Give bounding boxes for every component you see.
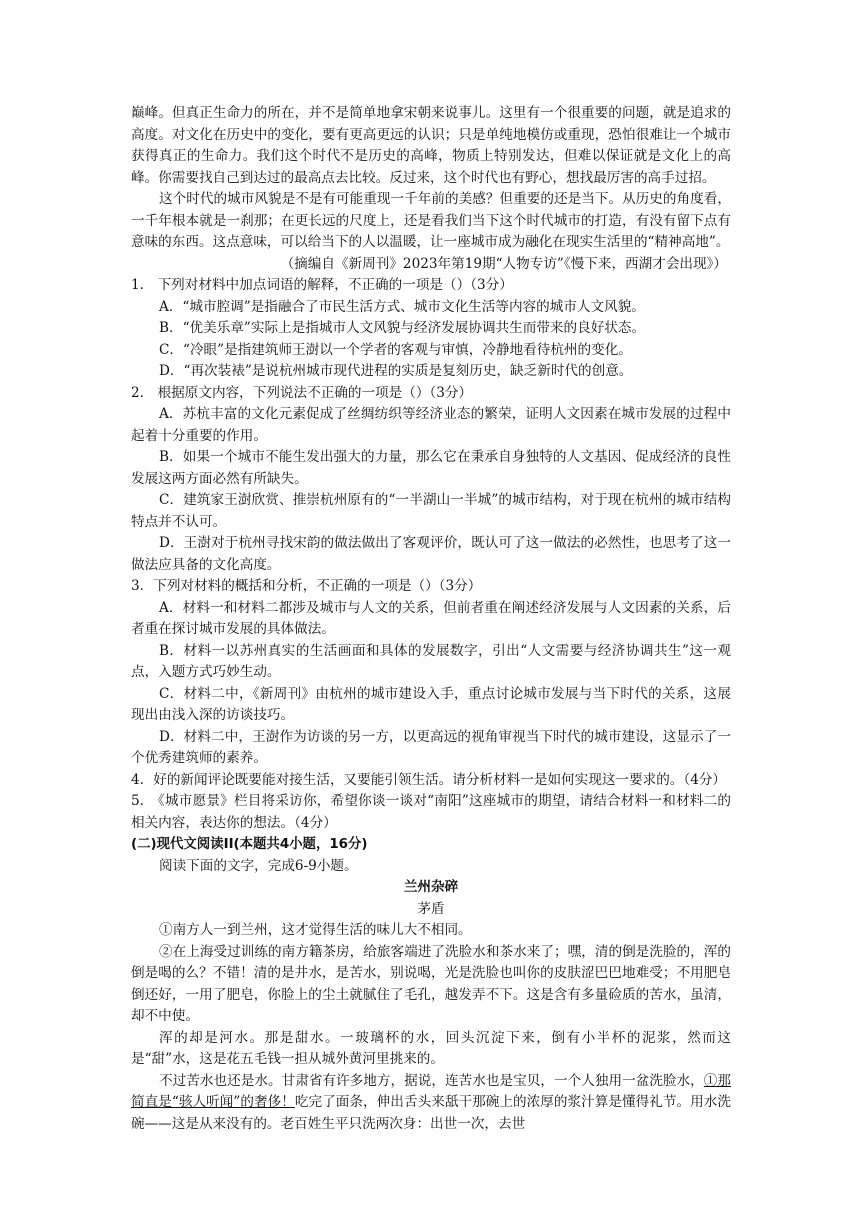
question-1-option-c: C．“冷眼”是指建筑师王澍以一个学者的客观与审慎，冷静地看待杭州的变化。: [159, 341, 632, 358]
article-title: 兰州杂碎: [403, 879, 459, 895]
question-3-option-a: A．材料一和材料二都涉及城市与人文的关系，但前者重在阐述经济发展与人文因素的关系，后者重在探讨城市发展的具体做法。: [131, 599, 731, 637]
question-stem-2: 2. 根据原文内容，下列说法不正确的一项是（）（3分）: [131, 384, 473, 401]
article-paragraph: [131, 1071, 731, 1136]
article-author: 茅盾: [417, 900, 445, 917]
question-1-option-d: D．“再次装裱”是说杭州城市现代进程的实质是复刻历史，缺乏新时代的创意。: [159, 363, 633, 379]
question-2-option-d: D．王澍对于杭州寻找宋韵的做法做出了客观评价，既认可了这一做法的必然性，也思考了这一做法应具备的文化高度。: [131, 535, 731, 573]
question-2-option-c: C．建筑家王澍欣赏、推崇杭州原有的“一半湖山一半城”的城市结构，对于现在杭州的城市结构特点并不认可。: [131, 492, 731, 530]
question-1-option-a: A．“城市腔调”是指融合了市民生活方式、城市文化生活等内容的城市人文风貌。: [159, 298, 645, 315]
question-1-option-b: B．“优美乐章”实际上是指城市人文风貌与经济发展协调共生而带来的良好状态。: [159, 320, 646, 336]
material-paragraph: 这个时代的城市风貌是不是有可能重现一千年前的美感？但重要的还是当下。从历史的角度看，一千年根本就是一刹那；在更长远的尺度上，还是看我们当下这个时代城市的打造，有没有留下点有意味的东西。这点意味，可以给当下的人以温暖，让一座城市成为融化在现实生活里的“精神高地”。: [131, 191, 731, 250]
article-paragraph: ②在上海受过训练的南方籍茶房，给旅客端进了洗脸水和茶水来了；嘿，清的倒是洗脸的，浑的倒是喝的么？不错！清的是井水，是苦水，别说喝，光是洗脸也叫你的皮肤涩巴巴地难受；不用肥皂倒还好，一用了肥皂，你脸上的尘土就腻住了毛孔，越发弄不下。这是含有多量硷质的苦水，虽清，却不中使。: [131, 943, 731, 1024]
underlined-sentence: ①那简直是“骇人听闻”的奢侈！: [131, 1072, 732, 1110]
question-3-option-d: D．材料二中，王澍作为访谈的另一方，以更高远的视角审视当下时代的城市建设，这显示了一个优秀建筑师的素养。: [131, 728, 731, 766]
section-heading: (二)现代文阅读II(本题共4小题，16分): [131, 837, 368, 852]
source-citation: （摘编自《新周刊》2023年第19期“人物专访”《慢下来，西湖才会出现》）: [280, 255, 727, 272]
section-instruction: 阅读下面的文字，完成6-9小题。: [159, 857, 358, 874]
article-paragraph: 浑的却是河水。那是甜水。一玻璃杯的水，回头沉淀下来，倒有小半杯的泥浆，然而这是“甜”水，这是花五毛钱一担从城外黄河里挑来的。: [131, 1029, 731, 1067]
article-paragraph: ①南方人一到兰州，这才觉得生活的味儿大不相同。: [159, 922, 472, 938]
question-2-option-a: A．苏杭丰富的文化元素促成了丝绸纺织等经济业态的繁荣，证明人文因素在城市发展的过程中起着十分重要的作用。: [131, 406, 731, 444]
question-stem-5: 5. 《城市愿景》栏目将采访你，希望你谈一谈对“南阳”这座城市的期望，请结合材料一和材料二的相关内容，表达你的想法。（4分）: [131, 793, 731, 831]
question-3-option-b: B．材料一以苏州真实的生活画面和具体的发展数字，引出“人文需要与经济协调共生”这一观点，入题方式巧妙生动。: [131, 642, 731, 680]
paragraph-text: 吃完了面条，伸出舌头来舐干那碗上的浓厚的浆汁算是懂得礼节。用水洗碗——这是从来没有的。老百姓生平只洗两次身：出世一次，去世: [131, 1094, 732, 1132]
question-stem-3: 3．下列对材料的概括和分析，不正确的一项是（）（3分）: [131, 578, 482, 594]
question-2-option-b: B．如果一个城市不能生发出强大的力量，那么它在秉承自身独特的人文基因、促成经济的良性发展这两方面必然有所缺失。: [131, 449, 731, 487]
material-paragraph: 巅峰。但真正生命力的所在，并不是简单地拿宋朝来说事儿。这里有一个很重要的问题，就是追求的高度。对文化在历史中的变化，要有更高更远的认识；只是单纯地模仿或重现，恐怕很难让一个城市获得真正的生命力。我们这个时代不是历史的高峰，物质上特别发达，但难以保证就是文化上的高峰。你需要找自己到达过的最高点去比较。反过来，这个时代也有野心，想找最厉害的高手过招。: [131, 105, 731, 186]
question-3-option-c: C．材料二中，《新周刊》由杭州的城市建设入手，重点讨论城市发展与当下时代的关系，这展现出由浅入深的访谈技巧。: [131, 685, 731, 723]
question-stem-4: 4．好的新闻评论既要能对接生活，又要能引领生活。请分析材料一是如何实现这一要求的。（4分）: [131, 771, 727, 788]
document-page: [131, 103, 731, 1135]
paragraph-text: 不过苦水也还是水。甘肃省有许多地方，据说，连苦水也是宝贝，一个人独用一盆洗脸水，: [159, 1072, 704, 1089]
question-stem-1: 1. 下列对材料中加点词语的解释，不正确的一项是（）（3分）: [131, 277, 513, 293]
